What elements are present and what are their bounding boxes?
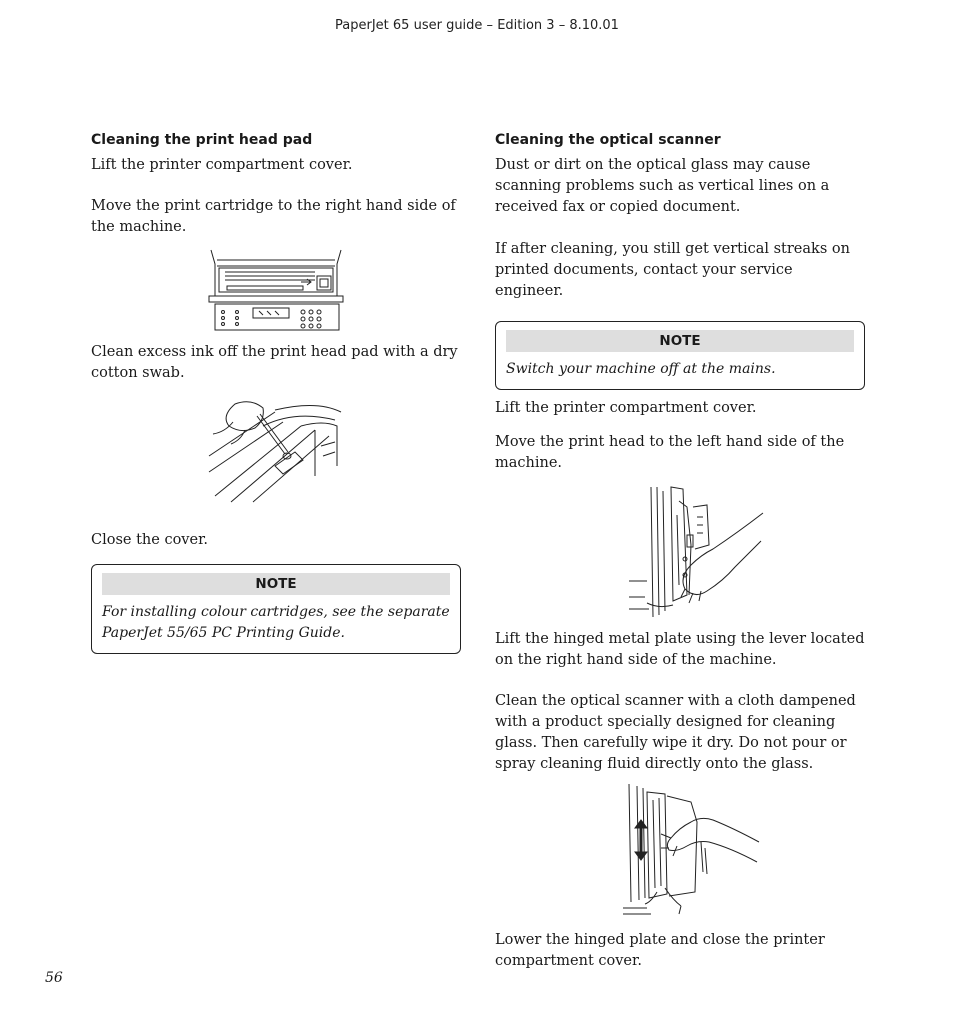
step-close-cover: Close the cover.: [91, 532, 209, 548]
note-colour-cartridges: [91, 564, 461, 654]
note-text: Switch your machine off at the mains.: [506, 361, 776, 377]
section-heading-print-head-pad: Cleaning the print head pad: [91, 132, 313, 148]
step-lift-cover-scanner: Lift the printer compartment cover.: [495, 400, 757, 416]
printer-cartridge-illustration: [205, 246, 347, 332]
step-clean-optical-scanner: Clean the optical scanner with a cloth dampened with a product specially designed for cleaning glass. Then carefully wipe it dry. Do not pour or spray cleaning fluid directly onto the glass.: [495, 693, 856, 772]
section-heading-optical-scanner: Cleaning the optical scanner: [495, 132, 721, 148]
step-lift-hinged-plate: Lift the hinged metal plate using the lever located on the right hand side of the machine.: [495, 631, 865, 668]
step-lower-hinged-plate: Lower the hinged plate and close the printer compartment cover.: [495, 932, 825, 969]
note-heading: NOTE: [102, 573, 450, 595]
note-heading: NOTE: [506, 330, 854, 352]
step-clean-pad: Clean excess ink off the print head pad with a dry cotton swab.: [91, 344, 458, 381]
step-move-print-head: Move the print head to the left hand side of the machine.: [495, 434, 845, 471]
cotton-swab-illustration: [205, 396, 345, 504]
page-header: PaperJet 65 user guide – Edition 3 – 8.10.01: [335, 18, 619, 33]
step-move-cartridge: Move the print cartridge to the right hand side of the machine.: [91, 198, 456, 235]
note-text: For installing colour cartridges, see the separate PaperJet 55/65 PC Printing Guide.: [102, 604, 450, 641]
page-number: 56: [45, 970, 63, 986]
move-print-head-illustration: [627, 485, 765, 621]
right-column: [495, 132, 865, 972]
scanner-service-advice: If after cleaning, you still get vertical streaks on printed documents, contact your service engineer.: [495, 241, 850, 299]
scanner-intro: Dust or dirt on the optical glass may cause scanning problems such as vertical lines on a received fax or copied document.: [495, 157, 830, 215]
clean-scanner-illustration: [621, 782, 761, 918]
note-switch-off: [495, 321, 865, 390]
step-lift-cover: Lift the printer compartment cover.: [91, 157, 353, 173]
left-column: [91, 132, 461, 654]
